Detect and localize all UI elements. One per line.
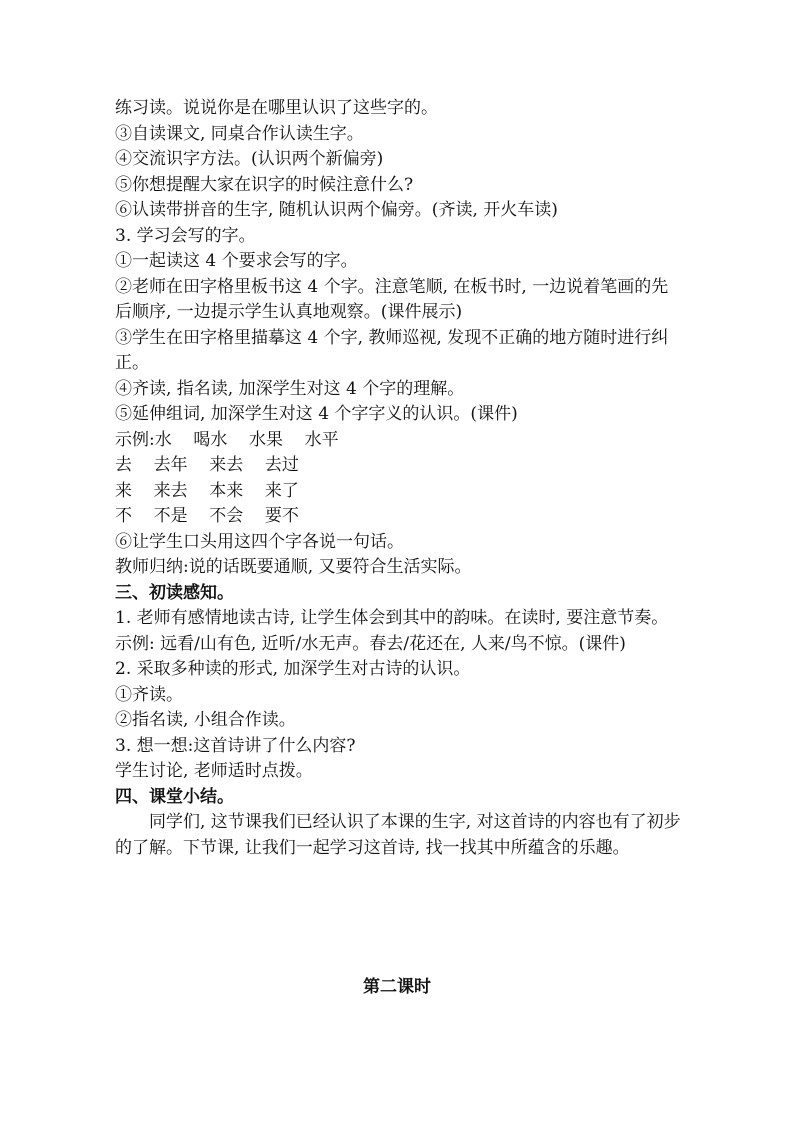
text-paragraph: ②老师在田字格里板书这 4 个字。注意笔顺, 在板书时, 一边说着笔画的先后顺序, 一边提示学生认真地观察。(课件展示) xyxy=(115,276,669,322)
text-line: 教师归纳:说的话既要通顺, 又要符合生活实际。 xyxy=(115,557,472,577)
text-line: 3. 学习会写的字。 xyxy=(115,225,256,246)
example-line: 来 来去 本来 来了 xyxy=(115,480,299,501)
text-line: ⑤延伸组词, 加深学生对这 4 个字字义的认识。(课件) xyxy=(115,404,518,424)
text-line: 示例: 远看/山有色, 近听/水无声。春去/花还在, 人来/鸟不惊。(课件) xyxy=(115,633,626,654)
text-line: 练习读。说说你是在哪里认识了这些字的。 xyxy=(115,98,438,118)
section-title: 第二课时 xyxy=(363,977,431,997)
text-line: ①一起读这 4 个要求会写的字。 xyxy=(115,251,358,271)
text-line: ④齐读, 指名读, 加深学生对这 4 个字的理解。 xyxy=(115,378,465,399)
text-line: ①齐读。 xyxy=(115,684,183,705)
example-line: 示例:水 喝水 水果 水平 xyxy=(115,429,339,450)
example-line: 不 不是 不会 要不 xyxy=(115,506,299,526)
example-line: 去 去年 来去 去过 xyxy=(115,455,299,475)
text-line: ②指名读, 小组合作读。 xyxy=(115,710,296,730)
section-heading: 四、课堂小结。 xyxy=(115,786,234,807)
text-line: ⑤你想提醒大家在识字的时候注意什么? xyxy=(115,174,414,195)
text-line: 3. 想一想:这首诗讲了什么内容? xyxy=(115,735,356,756)
text-line: 学生讨论, 老师适时点拨。 xyxy=(115,761,313,781)
text-line: ④交流识字方法。(认识两个新偏旁) xyxy=(115,149,384,169)
text-line: ⑥让学生口头用这四个字各说一句话。 xyxy=(115,531,404,552)
section-heading: 三、初读感知。 xyxy=(115,582,234,603)
text-line: ③自读课文, 同桌合作认读生字。 xyxy=(115,123,364,144)
text-paragraph: 1. 老师有感情地读古诗, 让学生体会到其中的韵味。在读时, 要注意节奏。 xyxy=(115,608,669,628)
document-body xyxy=(115,96,683,861)
summary-paragraph: 同学们, 这节课我们已经认识了本课的生字, 对这首诗的内容也有了初步的了解。下节课, 让我们一起学习这首诗, 找一找其中所蕴含的乐趣。 xyxy=(115,812,681,858)
text-paragraph: ③学生在田字格里描摹这 4 个字, 教师巡视, 发现不正确的地方随时进行纠正。 xyxy=(115,327,669,373)
text-line: 2. 采取多种读的形式, 加深学生对古诗的认识。 xyxy=(115,659,471,679)
text-line: ⑥认读带拼音的生字, 随机认识两个偏旁。(齐读, 开火车读) xyxy=(115,200,558,220)
